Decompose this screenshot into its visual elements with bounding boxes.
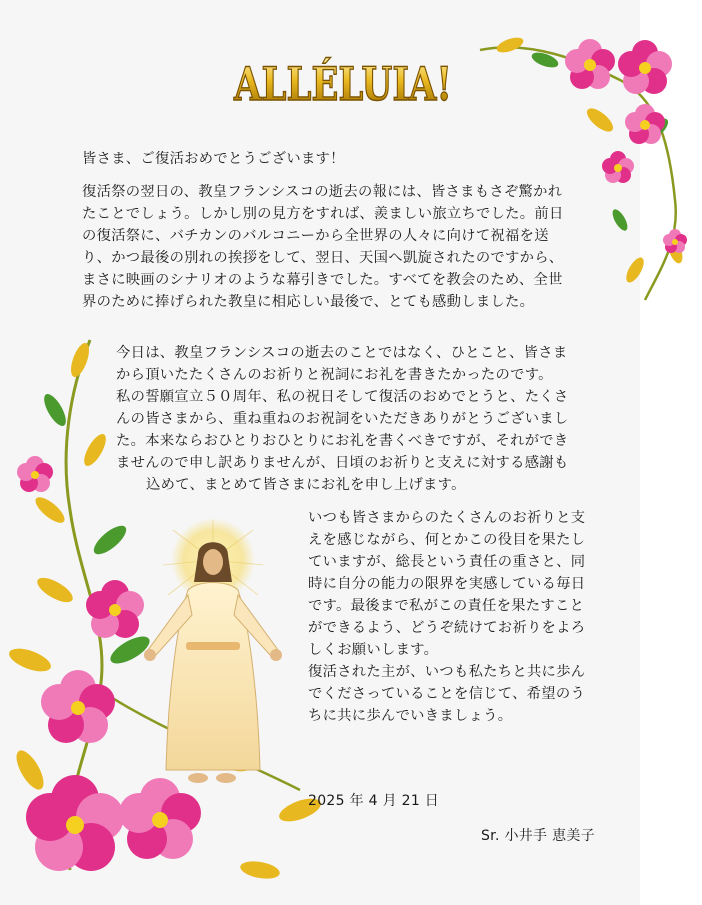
text-line: から頂いたたくさんのお祈りと祝詞にお礼を書きたかったのです。: [116, 367, 553, 383]
text-line: です。最後まで私がこの責任を果たすこと: [308, 598, 585, 614]
text-line: いつも皆さまからのたくさんのお祈りと支: [308, 510, 586, 526]
text-line: た。本来ならおひとりおひとりにお礼を書くべきですが、それができ: [116, 433, 569, 449]
text-line: 私の誓願宣立５０周年、私の祝日そして復活のおめでとうと、たくさ: [116, 389, 569, 405]
title-text: ALLÉLUIA!: [234, 57, 517, 111]
text-line: んの皆さまから、重ね重ねのお祝詞をいただきありがとうございまし: [116, 411, 569, 427]
title-wordart: [228, 28, 517, 118]
text-line: まさに映画のシナリオのような幕引きでした。すべてを教会のため、全世: [82, 272, 563, 288]
text-line: ませんので申し訳ありませんが、日頃のお祈りと支えに対する感謝も: [116, 455, 569, 471]
pink-flower-icon: [565, 39, 687, 253]
text-line: 界のために捧げられた教皇に相応しい最後で、とても感動しました。: [82, 294, 535, 310]
text-line: 込めて、まとめて皆さまにお礼を申し上げます。: [146, 477, 466, 493]
text-line: でくださっていることを信じて、希望のう: [308, 686, 586, 702]
letter-date: 2025 年 4 月 21 日: [308, 793, 440, 809]
signature: Sr. 小井手 恵美子: [481, 828, 596, 844]
paragraph-3: [308, 507, 585, 727]
text-line: 復活された主が、いつも私たちと共に歩ん: [308, 664, 586, 680]
greeting: 皆さま、ご復活おめでとうございます！: [82, 151, 345, 167]
risen-christ-illustration: [128, 520, 298, 800]
text-line: ができるよう、どうぞ続けてお祈りをよろ: [308, 620, 586, 636]
text-line: り、かつ最後の別れの挨拶をして、翌日、天国へ凱旋されたのですから、: [82, 250, 564, 266]
text-line: たことでしょう。しかし別の見方をすれば、羨ましい旅立ちでした。前日: [82, 206, 564, 222]
text-line: えを感じながら、何とかこの役目を果たし: [308, 532, 586, 548]
text-line: 今日は、教皇フランシスコの逝去のことではなく、ひとこと、皆さま: [116, 345, 568, 361]
text-line: ていますが、総長という責任の重さと、同: [308, 554, 586, 570]
paragraph-1: [82, 181, 564, 313]
text-line: の復活祭に、バチカンのバルコニーから全世界の人々に向けて祝福を送: [82, 228, 549, 244]
text-line: 時に自分の能力の限界を実感している毎日: [308, 576, 586, 592]
text-line: しくお願いします。: [308, 642, 439, 658]
text-line: ちに共に歩んでいきましょう。: [308, 708, 513, 724]
paragraph-2: [116, 342, 569, 496]
text-line: 復活祭の翌日の、教皇フランシスコの逝去の報には、皆さまもさぞ驚かれ: [82, 184, 563, 200]
